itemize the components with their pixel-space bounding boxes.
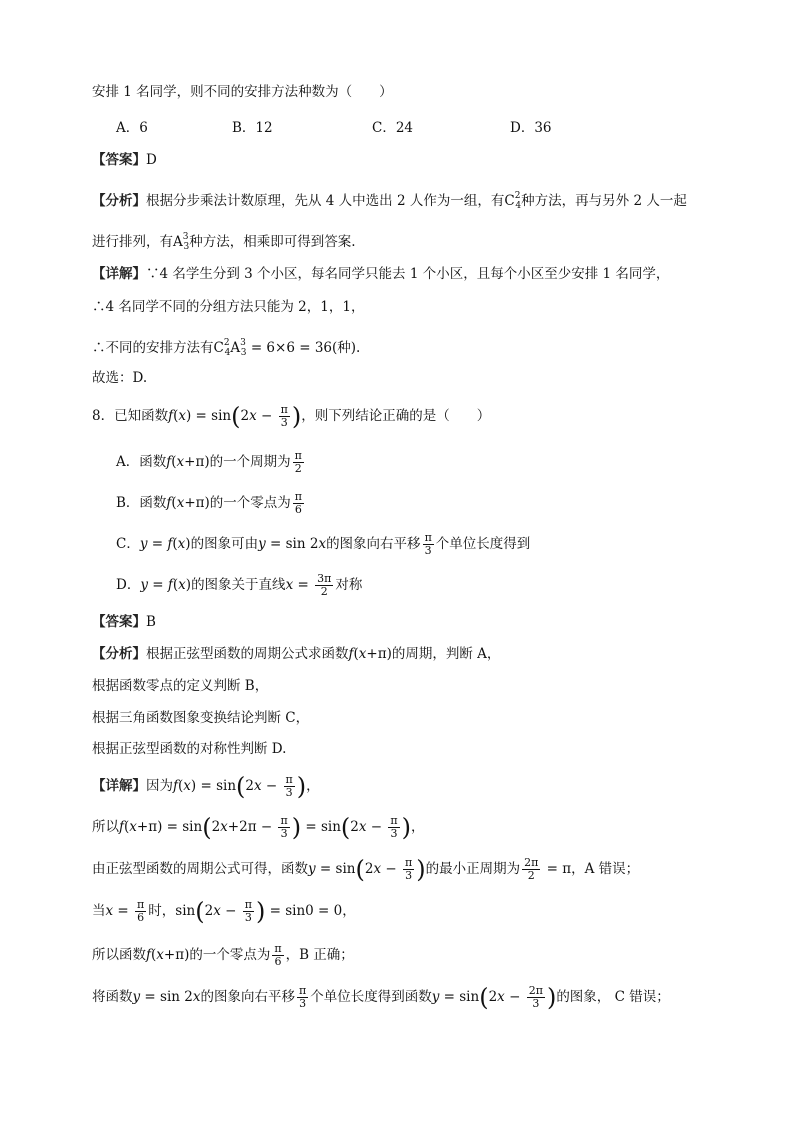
q7-option-b: B．12	[232, 120, 273, 136]
q8-detail-line-2: 所以f(x+π) = sin(2x+2π − $\frac{\pi}{3}$ ) = sin(2x − $\frac{\pi}{3}$ )，	[92, 813, 425, 842]
q8-option-c: C．y = f(x)的图象可由y = sin 2x的图象向右平移 $\frac{\pi}{3}$ 个单位长度得到	[116, 531, 531, 557]
q8-analysis-line-2: 根据函数零点的定义判断 B，	[92, 678, 269, 694]
q8-option-b: B．函数f(x+π)的一个零点为 $\frac{\pi}{6}$	[116, 490, 303, 516]
q8-detail-line-6: 将函数y = sin 2x的图象向右平移 $\frac{\pi}{3}$ 个单位长度得到函数y = sin(2x − $\frac{2\pi}{3}$ )的图象， C 错误；	[92, 983, 670, 1012]
q7-option-a: A．6	[116, 120, 148, 136]
q8-analysis-line-4: 根据正弦型函数的对称性判断 D.	[92, 741, 287, 757]
q7-answer: 【答案】D	[92, 152, 157, 168]
q8-detail-line-4: 当x = $\frac{\pi}{6}$ 时，sin(2x − $\frac{\pi}{3}$ ) = sin0 = 0，	[92, 897, 356, 926]
q7-detail-line-2: ∴4 名同学不同的分组方法只能为 2，1，1，	[92, 299, 365, 315]
q8-analysis-line-3: 根据三角函数图象变换结论判断 C，	[92, 710, 310, 726]
q8-option-d: D．y = f(x)的图象关于直线x = $\frac{3\pi}{2}$ 对称	[116, 572, 363, 598]
q7-stem-tail: 安排 1 名同学，则不同的安排方法种数为（ ）	[92, 84, 393, 100]
q7-analysis-line-1: 【分析】根据分步乘法计数原理，先从 4 人中选出 2 人作为一组，有$C^2_4$种方法，再与另外 2 人一起	[92, 191, 687, 211]
q8-detail-line-5: 所以函数f(x+π)的一个零点为 $\frac{\pi}{6}$ ，B 正确；	[92, 942, 354, 968]
q8-detail-line-1: 【详解】因为f(x) = sin(2x − $\frac{\pi}{3}$ )，	[92, 772, 320, 801]
q8-option-a: A．函数f(x+π)的一个周期为 $\frac{\pi}{2}$	[116, 449, 302, 475]
q8-detail-line-3: 由正弦型函数的周期公式可得，函数y = sin(2x − $\frac{\pi}{3}$ )的最小正周期为 $\frac{2\pi}{2}$ = π，A 错误；	[92, 855, 640, 884]
q7-detail-line-3: ∴不同的安排方法有$C^2_4A^3_3 = 6\times 6 = 36$(种).	[92, 338, 361, 358]
q7-choose: 故选：D.	[92, 370, 148, 386]
q8-analysis-line-1: 【分析】根据正弦型函数的周期公式求函数f(x+π)的周期，判断 A，	[92, 646, 501, 662]
q8-answer: 【答案】B	[92, 614, 156, 630]
q7-detail-line-1: 【详解】∵4 名学生分到 3 个小区，每名同学只能去 1 个小区，且每个小区至少安排 1 名同学，	[92, 266, 670, 282]
q7-option-d: D．36	[510, 120, 552, 136]
q7-analysis-line-2: 进行排列，有$A^3_3$种方法，相乘即可得到答案.	[92, 232, 356, 252]
q7-option-c: C．24	[372, 120, 414, 136]
q8-stem: 8．已知函数f(x) = sin(2x − $\frac{\pi}{3}$ )，则下列结论正确的是（ ）	[92, 402, 491, 431]
